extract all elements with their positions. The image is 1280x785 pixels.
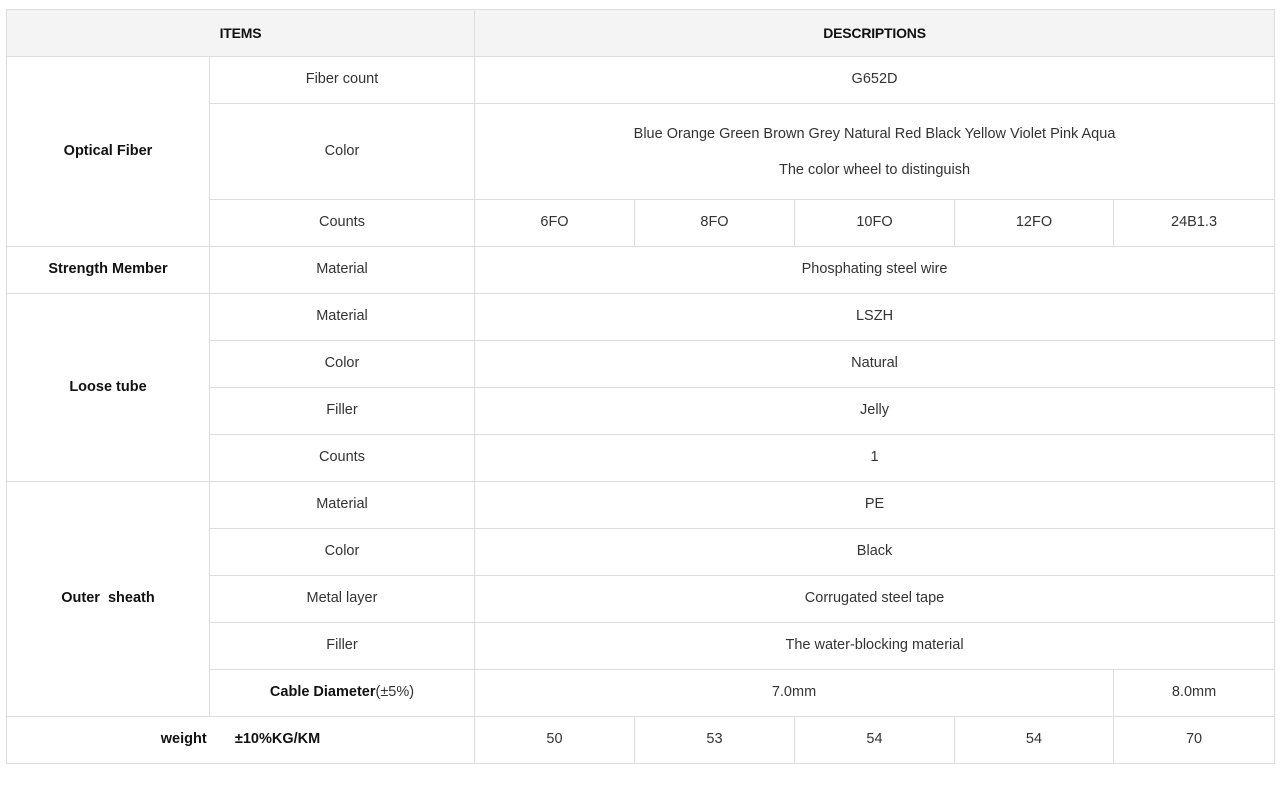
table-row [7, 717, 1275, 764]
row-label: Material [210, 247, 475, 294]
row-value: LSZH [475, 294, 1275, 341]
row-value: Phosphating steel wire [475, 247, 1275, 294]
diameter-cell: 7.0mm [475, 670, 1114, 717]
row-label: Material [210, 482, 475, 529]
color-note-text: The color wheel to distinguish [779, 161, 971, 178]
row-value: Jelly [475, 388, 1275, 435]
row-value: PE [475, 482, 1275, 529]
row-label: Filler [210, 388, 475, 435]
count-cell: 10FO [795, 200, 955, 247]
row-label: Filler [210, 623, 475, 670]
row-label: Color [210, 104, 475, 200]
count-cell: 6FO [475, 200, 635, 247]
table-row [7, 294, 1275, 341]
weight-cell: 54 [955, 717, 1114, 764]
header-items: ITEMS [7, 10, 475, 57]
row-value [475, 104, 1275, 200]
spec-table [6, 9, 1275, 764]
weight-cell: 54 [795, 717, 955, 764]
weight-cell: 50 [475, 717, 635, 764]
row-value: The water-blocking material [475, 623, 1275, 670]
table-row [7, 482, 1275, 529]
count-cell: 12FO [955, 200, 1114, 247]
row-value: 1 [475, 435, 1275, 482]
row-label: Material [210, 294, 475, 341]
row-label: Counts [210, 200, 475, 247]
row-value: G652D [475, 57, 1275, 104]
table-header-row [7, 10, 1275, 57]
group-outer-sheath: Outer sheath [7, 482, 210, 717]
row-label: Color [210, 341, 475, 388]
cable-diameter-tolerance: (±5%) [375, 684, 415, 701]
weight-cell: 53 [635, 717, 795, 764]
row-label: Metal layer [210, 576, 475, 623]
weight-label: weight ±10%KG/KM [7, 717, 475, 764]
weight-cell: 70 [1114, 717, 1275, 764]
cable-diameter-text: Cable Diameter [269, 684, 376, 701]
row-value: Natural [475, 341, 1275, 388]
diameter-cell: 8.0mm [1114, 670, 1275, 717]
table-row [7, 57, 1275, 104]
color-sequence-text: Blue Orange Green Brown Grey Natural Red Black Yellow Violet Pink Aqua [633, 125, 1116, 142]
row-label: Counts [210, 435, 475, 482]
table-row [7, 247, 1275, 294]
count-cell: 8FO [635, 200, 795, 247]
group-loose-tube: Loose tube [7, 294, 210, 482]
row-label: Fiber count [210, 57, 475, 104]
group-strength-member: Strength Member [7, 247, 210, 294]
header-descriptions: DESCRIPTIONS [475, 10, 1275, 57]
row-value: Corrugated steel tape [475, 576, 1275, 623]
cable-diameter-label [210, 670, 475, 717]
row-label: Color [210, 529, 475, 576]
group-optical-fiber: Optical Fiber [7, 57, 210, 247]
row-value: Black [475, 529, 1275, 576]
count-cell: 24B1.3 [1114, 200, 1275, 247]
